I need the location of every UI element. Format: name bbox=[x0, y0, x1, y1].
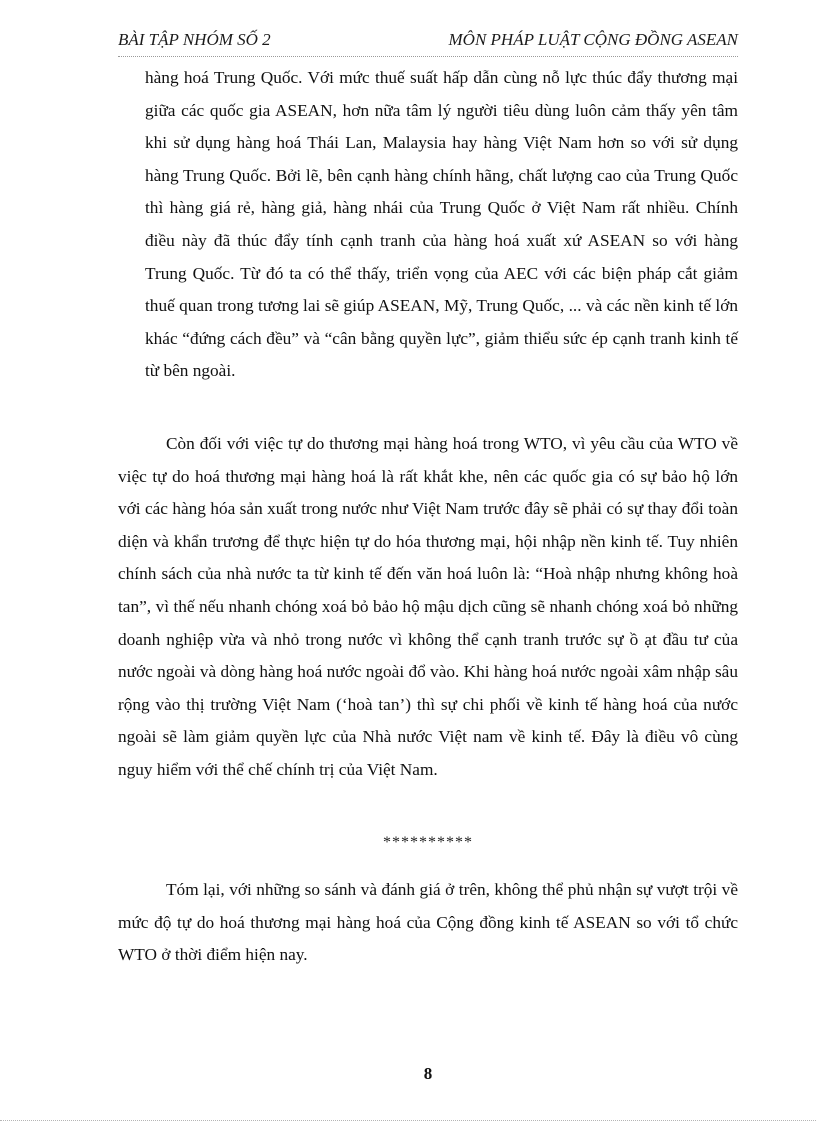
paragraph-3: Tóm lại, với những so sánh và đánh giá ở trên, không thể phủ nhận sự vượt trội về mức độ tự do hoá thương mại hàng hoá của Cộng đồng kinh tế ASEAN so với tổ chức WTO ở thời điểm hiện nay. bbox=[118, 880, 738, 965]
paragraph-1: hàng hoá Trung Quốc. Với mức thuế suất hấp dẫn cùng nỗ lực thúc đẩy thương mại giữa các quốc gia ASEAN, hơn nữa tâm lý người tiêu dùng luôn cảm thấy yên tâm khi sử dụng hàng hoá Thái Lan, Malaysia hay hàng Việt Nam hơn so với sử dụng hàng Trung Quốc. Bởi lẽ, bên cạnh hàng chính hãng, chất lượng cao của Trung Quốc thì hàng giá rẻ, hàng giả, hàng nhái của Trung Quốc ở Việt Nam rất nhiều. Chính điều này đã thúc đẩy tính cạnh tranh của hàng hoá xuất xứ ASEAN so với hàng Trung Quốc. Từ đó ta có thể thấy, triển vọng của AEC với các biện pháp cắt giảm thuế quan trong tương lai sẽ giúp ASEAN, Mỹ, Trung Quốc, ... và các nền kinh tế lớn khác “đứng cách đều” và “cân bằng quyền lực”, giảm thiểu sức ép cạnh tranh kinh tế từ bên ngoài. bbox=[145, 68, 738, 381]
paragraph-1-block bbox=[118, 62, 738, 388]
header-right-text: MÔN PHÁP LUẬT CỘNG ĐỒNG ASEAN bbox=[448, 30, 738, 49]
paragraph-3-block bbox=[118, 874, 738, 972]
footer-divider-line bbox=[0, 1120, 816, 1121]
paragraph-2-block bbox=[118, 428, 738, 787]
page-header bbox=[118, 30, 738, 54]
header-divider-line bbox=[118, 56, 738, 57]
paragraph-2: Còn đối với việc tự do thương mại hàng hoá trong WTO, vì yêu cầu của WTO về việc tự do hoá thương mại hàng hoá là rất khắt khe, nên các quốc gia có sự bảo hộ lớn với các hàng hóa sản xuất trong nước như Việt Nam trước đây sẽ phải có sự thay đổi toàn diện và khẩn trương để thực hiện tự do hóa thương mại, hội nhập nền kinh tế. Tuy nhiên chính sách của nhà nước ta từ kinh tế đến văn hoá luôn là: “Hoà nhập nhưng không hoà tan”, vì thế nếu nhanh chóng xoá bỏ bảo hộ mậu dịch cũng sẽ nhanh chóng xoá bỏ những doanh nghiệp vừa và nhỏ trong nước vì không thể cạnh tranh trước sự ồ ạt đầu tư của nước ngoài và dòng hàng hoá nước ngoài đổ vào. Khi hàng hoá nước ngoài xâm nhập sâu rộng vào thị trường Việt Nam (‘hoà tan’) thì sự chi phối về kinh tế hàng hoá của nước ngoài sẽ làm giảm quyền lực của Nhà nước Việt nam về kinh tế. Đây là điều vô cùng nguy hiểm với thể chế chính trị của Việt Nam. bbox=[118, 434, 738, 779]
page-number: 8 bbox=[423, 1064, 433, 1083]
header-left-text: BÀI TẬP NHÓM SỐ 2 bbox=[118, 30, 271, 49]
section-divider: ********** bbox=[383, 834, 473, 851]
